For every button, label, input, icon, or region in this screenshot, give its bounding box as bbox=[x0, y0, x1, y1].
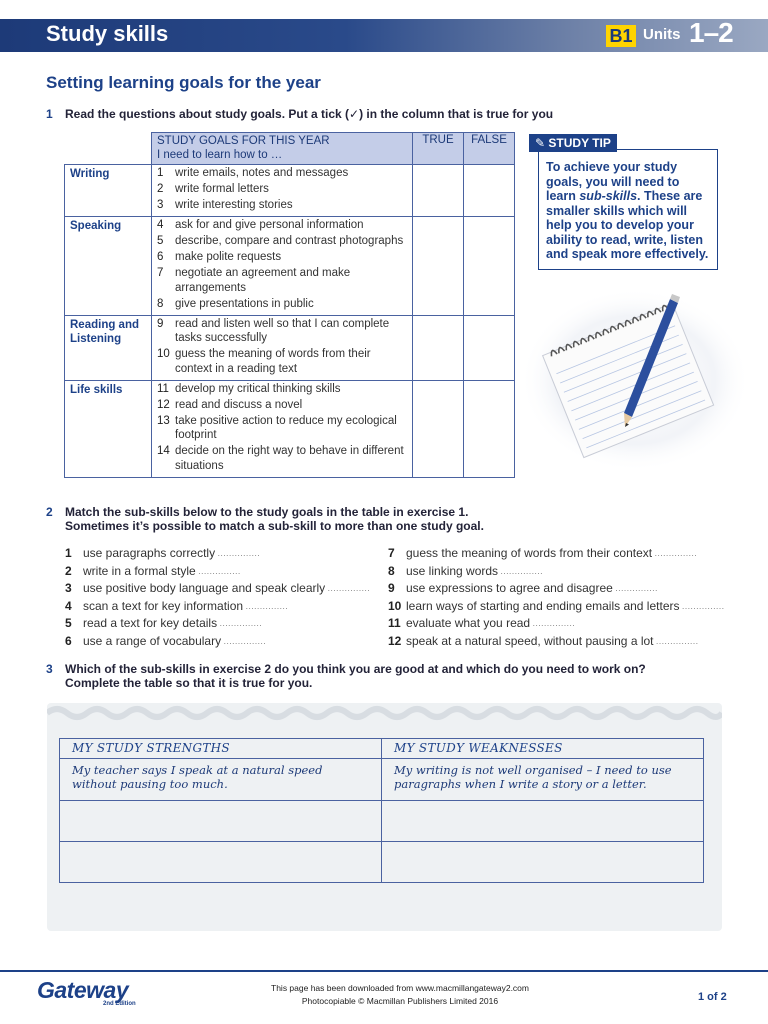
false-tick-cell[interactable] bbox=[464, 380, 515, 477]
goal-item bbox=[157, 182, 408, 197]
exercise-2-instruction-line2: Sometimes it’s possible to match a sub-skill to more than one study goal. bbox=[65, 519, 484, 533]
goal-number: 5 bbox=[157, 235, 164, 247]
goal-text: describe, compare and contrast photographs bbox=[175, 235, 404, 247]
goal-text: negotiate an agreement and make arrangements bbox=[175, 267, 351, 294]
strength-answer-cell[interactable] bbox=[60, 801, 382, 842]
goal-text: guess the meaning of words from their context in a reading text bbox=[175, 348, 371, 375]
goals-header-line2: I need to learn how to … bbox=[157, 149, 283, 161]
goal-category: Speaking bbox=[65, 217, 152, 316]
table-corner bbox=[65, 133, 152, 165]
exercise-3-instruction-line2: Complete the table so that it is true for you. bbox=[65, 676, 313, 690]
subskill-number: 6 bbox=[65, 633, 72, 648]
subskill-text: scan a text for key information bbox=[83, 598, 244, 613]
subskill-number: 7 bbox=[388, 546, 395, 560]
goal-item bbox=[157, 382, 408, 397]
goal-item bbox=[157, 317, 408, 346]
weakness-answer-cell[interactable] bbox=[382, 842, 704, 883]
goal-item bbox=[157, 297, 408, 312]
subskill-item bbox=[388, 615, 724, 633]
notepad-illustration bbox=[520, 285, 750, 475]
subskill-number: 12 bbox=[388, 633, 402, 648]
goal-items bbox=[152, 165, 413, 217]
exercise-1-number: 1 bbox=[46, 107, 53, 121]
goal-number: 4 bbox=[157, 219, 164, 231]
answer-blank[interactable]: …………… bbox=[532, 618, 575, 628]
units-range: 1–2 bbox=[689, 17, 733, 48]
subskill-item bbox=[65, 615, 370, 633]
torn-edge-decoration bbox=[47, 703, 722, 723]
subskill-item bbox=[388, 580, 724, 598]
exercise-3-instruction bbox=[65, 662, 646, 690]
true-tick-cell[interactable] bbox=[413, 165, 464, 217]
subskill-number: 4 bbox=[65, 598, 72, 613]
study-goals-table bbox=[64, 132, 515, 478]
true-tick-cell[interactable] bbox=[413, 217, 464, 316]
exercise-2-instruction-line1: Match the sub-skills below to the study goals in the table in exercise 1. bbox=[65, 505, 469, 519]
answer-blank[interactable]: …………… bbox=[614, 583, 658, 593]
study-tip-text-end: . These are smaller skills which will help you to develop your ability to read, write, listen and speak more effectively. bbox=[546, 189, 709, 261]
goal-text: write emails, notes and messages bbox=[175, 167, 349, 179]
goal-item bbox=[157, 218, 408, 233]
weakness-answer-cell[interactable] bbox=[382, 801, 704, 842]
study-tip-text: To achieve your study goals, you will need to learn bbox=[546, 160, 680, 203]
footer-copyright: Photocopiable © Macmillan Publishers Limited 2016 bbox=[301, 996, 499, 1006]
subskill-number: 5 bbox=[65, 616, 72, 630]
goal-number: 1 bbox=[157, 167, 164, 179]
exercise-2-instruction bbox=[65, 505, 484, 533]
answer-blank[interactable]: …………… bbox=[245, 600, 288, 611]
goal-text: decide on the right way to behave in different situations bbox=[175, 445, 404, 472]
goal-group-row bbox=[65, 165, 515, 217]
subskill-item bbox=[65, 563, 370, 581]
true-column-header: TRUE bbox=[413, 133, 464, 165]
subskill-item bbox=[388, 598, 724, 616]
footer-download-note: This page has been downloaded from www.macmillangateway2.com bbox=[271, 983, 529, 993]
goal-number: 14 bbox=[157, 445, 170, 457]
goal-number: 11 bbox=[157, 382, 169, 395]
goal-text: read and listen well so that I can complete tasks successfully bbox=[175, 317, 390, 344]
goal-item bbox=[157, 444, 408, 473]
goal-items bbox=[152, 380, 413, 477]
goal-item bbox=[157, 234, 408, 249]
subskill-text: learn ways of starting and ending emails and letters bbox=[406, 598, 680, 613]
goal-item bbox=[157, 398, 408, 413]
pencil-icon: ✎ bbox=[535, 136, 546, 150]
goal-category: Writing bbox=[65, 165, 152, 217]
subskill-number: 2 bbox=[65, 563, 72, 578]
goal-text: develop my critical thinking skills bbox=[175, 382, 341, 395]
subskill-item bbox=[388, 563, 724, 581]
goal-number: 6 bbox=[157, 251, 164, 263]
goal-text: give presentations in public bbox=[175, 297, 314, 310]
exercise-3-number: 3 bbox=[46, 662, 53, 676]
subskill-number: 9 bbox=[388, 581, 395, 595]
gateway-logo: Gateway bbox=[37, 977, 129, 1003]
answer-blank[interactable]: …………… bbox=[219, 618, 262, 628]
goal-number: 3 bbox=[157, 199, 164, 211]
goal-text: make polite requests bbox=[175, 251, 282, 263]
subskill-number: 1 bbox=[65, 546, 72, 560]
weakness-example-cell[interactable]: My writing is not well organised – I need to use paragraphs when I write a story or a letter. bbox=[382, 759, 704, 801]
subskill-item bbox=[388, 633, 724, 651]
false-tick-cell[interactable] bbox=[464, 315, 515, 380]
exercise-3-instruction-line1: Which of the sub-skills in exercise 2 do you think you are good at and which do you need to work on? bbox=[65, 662, 646, 676]
footer-divider bbox=[0, 970, 768, 972]
subskill-number: 10 bbox=[388, 598, 402, 613]
false-column-header: FALSE bbox=[464, 133, 515, 165]
section-title: Setting learning goals for the year bbox=[46, 73, 321, 92]
answer-blank[interactable]: …………… bbox=[681, 600, 724, 611]
header-banner bbox=[0, 19, 768, 52]
subskill-text: use paragraphs correctly bbox=[83, 546, 216, 560]
subskill-number: 11 bbox=[388, 616, 401, 630]
subskill-item bbox=[388, 545, 724, 563]
subskill-text: read a text for key details bbox=[83, 616, 218, 630]
goals-header-line1: STUDY GOALS FOR THIS YEAR bbox=[157, 135, 330, 147]
goal-number: 12 bbox=[157, 398, 170, 411]
subskill-text: use linking words bbox=[406, 563, 499, 578]
strength-answer-cell[interactable] bbox=[60, 842, 382, 883]
page-number: 1 of 2 bbox=[698, 991, 727, 1003]
goal-number: 7 bbox=[157, 267, 164, 279]
goal-text: take positive action to reduce my ecological footprint bbox=[175, 414, 397, 441]
goal-category: Life skills bbox=[65, 380, 152, 477]
goal-text: read and discuss a novel bbox=[175, 398, 303, 411]
goals-header bbox=[152, 133, 413, 165]
units-label: Units bbox=[643, 26, 681, 43]
answer-blank[interactable]: …………… bbox=[327, 583, 370, 593]
goal-number: 2 bbox=[157, 183, 164, 195]
goal-group-row bbox=[65, 315, 515, 380]
subskills-list-left bbox=[65, 545, 370, 650]
answer-blank[interactable]: …………… bbox=[197, 565, 241, 576]
goal-group-row bbox=[65, 217, 515, 316]
goal-group-row bbox=[65, 380, 515, 477]
strengths-header: MY STUDY STRENGTHS bbox=[60, 739, 382, 759]
subskill-number: 8 bbox=[388, 563, 395, 578]
answer-blank[interactable]: …………… bbox=[654, 548, 697, 558]
goal-item bbox=[157, 166, 408, 181]
subskill-item bbox=[65, 598, 370, 616]
study-tip-title: STUDY TIP bbox=[548, 136, 611, 150]
goal-item bbox=[157, 414, 408, 443]
strength-example-cell[interactable]: My teacher says I speak at a natural speed without pausing too much. bbox=[60, 759, 382, 801]
edition-label: 2nd Edition bbox=[103, 1001, 136, 1007]
goal-number: 13 bbox=[157, 414, 170, 427]
subskills-list-right bbox=[388, 545, 724, 650]
answer-blank[interactable]: …………… bbox=[500, 565, 543, 576]
goal-number: 9 bbox=[157, 317, 164, 330]
goal-number: 8 bbox=[157, 297, 164, 310]
goal-text: ask for and give personal information bbox=[175, 219, 364, 231]
subskill-text: use positive body language and speak clearly bbox=[83, 581, 326, 595]
subskill-item bbox=[65, 633, 370, 651]
exercise-1-instruction: Read the questions about study goals. Put a tick (✓) in the column that is true for you bbox=[65, 107, 554, 121]
page-title: Study skills bbox=[46, 21, 169, 46]
goal-text: write formal letters bbox=[175, 183, 269, 195]
goal-item bbox=[157, 266, 408, 295]
subskill-item bbox=[65, 580, 370, 598]
goal-items bbox=[152, 315, 413, 380]
subskill-text: use expressions to agree and disagree bbox=[406, 581, 613, 595]
level-badge: B1 bbox=[606, 25, 636, 47]
goal-item bbox=[157, 250, 408, 265]
false-tick-cell[interactable] bbox=[464, 165, 515, 217]
exercise-2-number: 2 bbox=[46, 505, 53, 519]
answer-blank[interactable]: …………… bbox=[655, 635, 698, 646]
goal-text: write interesting stories bbox=[175, 199, 293, 211]
goal-item bbox=[157, 347, 408, 376]
subskill-text: evaluate what you read bbox=[406, 616, 531, 630]
goal-category: Reading and Listening bbox=[65, 315, 152, 380]
subskill-text: use a range of vocabulary bbox=[83, 633, 222, 648]
study-tip-emphasis: sub-skills bbox=[579, 189, 638, 203]
subskill-text: write in a formal style bbox=[83, 563, 196, 578]
study-tip-box bbox=[538, 149, 718, 270]
subskill-item bbox=[65, 545, 370, 563]
false-tick-cell[interactable] bbox=[464, 217, 515, 316]
answer-blank[interactable]: …………… bbox=[217, 548, 260, 558]
subskill-number: 3 bbox=[65, 581, 72, 595]
answer-blank[interactable]: …………… bbox=[223, 635, 266, 646]
goal-items bbox=[152, 217, 413, 316]
goal-number: 10 bbox=[157, 348, 170, 360]
study-strengths-weaknesses-table bbox=[59, 738, 704, 883]
goal-item bbox=[157, 198, 408, 213]
subskill-text: speak at a natural speed, without pausing a lot bbox=[406, 633, 654, 648]
true-tick-cell[interactable] bbox=[413, 315, 464, 380]
subskill-text: guess the meaning of words from their context bbox=[406, 546, 653, 560]
weaknesses-header: MY STUDY WEAKNESSES bbox=[382, 739, 704, 759]
true-tick-cell[interactable] bbox=[413, 380, 464, 477]
